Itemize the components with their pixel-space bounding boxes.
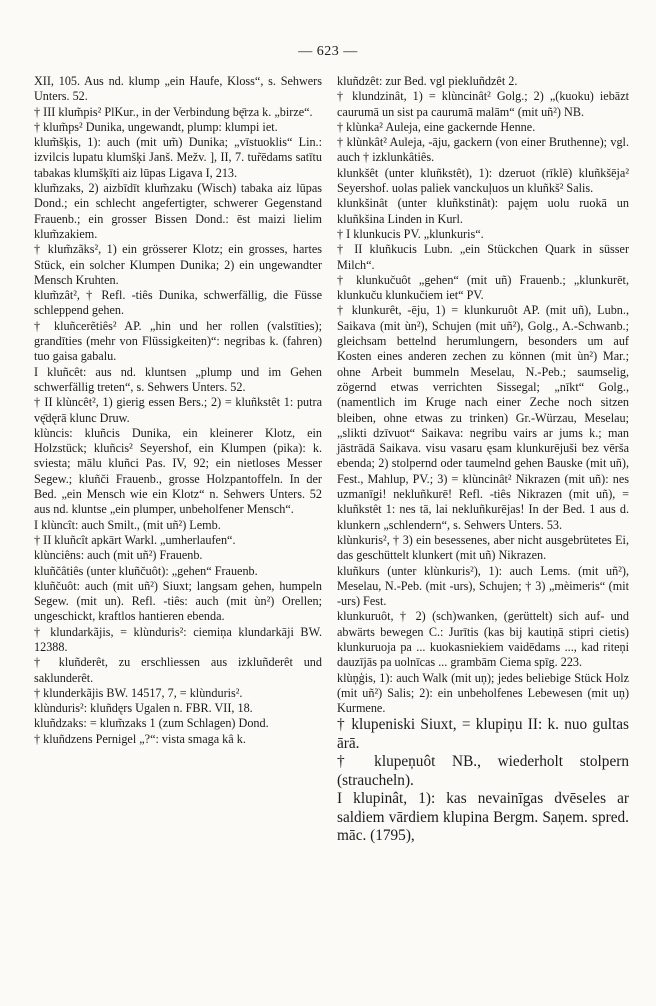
dictionary-entry: kluñčuôt: auch (mit uñ²) Siuxt; langsam gehen, humpeln Segew. (mit un). Refl. -tiês: auch (mit ùn²) Orellen; ungeschickt, kraftlos hantieren ebenda. xyxy=(34,578,322,624)
dictionary-entry: † klunkučuôt „gehen“ (mit uñ) Frauenb.; „klunkurēt, klunkuču klunkučiem iet“ PV. xyxy=(337,272,629,303)
dictionary-entry: † klum̃zãks², 1) ein grösserer Klotz; ein grosses, hartes Stück, ein solcher Klumpen Dunika; 2) ein ungewandter Mensch Kruhten. xyxy=(34,242,322,287)
dictionary-entry: † klunkurêt, -ēju, 1) = klunkuruôt AP. (mit uñ), Lubn., Saikava (mit ùn²), Schujen (mit uñ²), Golg., A.-Schwanb.; gleichsam bettelnd herumlungern, besonders um auf Kosten eines anderen zechen zu können (mit ùn²) Mar.; ohne Arbeit bummeln Meselau, N.-Peb.; saumselig, zögernd etwas verrichten Sissegal; „nīkt“ Golg., (namentlich im Kruge nach einer Zeche noch sitzen bleiben, ohne etwas zu trinken) Gr.-Würzau, Meselau; „slikti dzīvuot“ Saikava: negribu vairs ar jums k.; man jāstrādā Saikava. visu vasaru ęsam klunkurējuši bez vēršа ebenda; 2) stolpernd oder taumelnd gehen Bauske (mit uñ), Fest., Mahlup, PV.; 3) = klùncinât² Nikrazen (mit uñ): nes uzmanīgi! nekluñkurē! Refl. -tiês Nikrazen (mit uñ), = kluñkstêt 1: nes tā, lai nekluñkurējas! In der Bed. 1 aus d. klunkern „schlendern“, s. Sehwers Unters. 53. xyxy=(337,303,629,532)
dictionary-entry: † I klunkucis PV. „klunkuris“. xyxy=(337,226,484,241)
dictionary-entry: kluñkurs (unter klùnkuris²), 1): auch Lems. (mit uñ²), Meselau, N.-Peb. (mit -urs), Schujen; † 3) „mèimeris“ (mit -urs) Fest. xyxy=(337,563,629,609)
dictionary-entry: I klùncît: auch Smilt., (mit uñ²) Lemb. xyxy=(34,517,221,532)
page-number: — 623 — xyxy=(298,44,358,59)
dictionary-entry: † klundarkãjis, = klùnduris²: ciemiņa klundarkāji BW. 12388. xyxy=(34,624,322,654)
dictionary-entry: klunkšêt (unter kluñkstêt), 1): dzeruot (rīklē) kluñkšēja² Seyershof. uolas paliek vanckuļuos un kluñkš² Salis. xyxy=(337,165,629,196)
dictionary-entry: kluñdzaks: = klum̃zaks 1 (zum Schlagen) Dond. xyxy=(34,716,269,731)
dictionary-entry: † klum̃ps² Dunika, ungewandt, plump: klumpi iet. xyxy=(34,119,278,134)
dictionary-entry: klùncis: kluñcis Dunika, ein kleinerer Klotz, ein Holzstück; kluñcis² Seyershof, ein Klumpen (pika): k. sviesta; mālu kluñci Pas. IV, 92; ein nietloses Messer Segew.; kluñči Frauenb., grosse Holzpantoffeln. In der Bed. „ein Mensch wie ein Klotz“ n. Sehwers Unters. 52 aus nd. kluntse „ein plumper, unbeholfener Mensch“. xyxy=(34,425,322,517)
dictionary-entry: XII, 105. Aus nd. klump „ein Haufe, Kloss“, s. Sehwers Unters. 52. xyxy=(34,74,322,104)
dictionary-entry: † klundzinât, 1) = klùncinât² Golg.; 2) „(kuoku) iebāzt caurumā un sist pa caurumā malām“ (mit uñ²) NB. xyxy=(337,89,629,119)
dictionary-entry: † klunderkãjis BW. 14517, 7, = klùnduris². xyxy=(34,685,243,700)
dictionary-entry: kluñčâtiês (unter kluñčuôt): „gehen“ Frauenb. xyxy=(34,563,258,578)
dictionary-entry: † II kluñcît apkārt Warkl. „umherlaufen“. xyxy=(34,532,236,547)
dictionary-entry: klùnkuris², † 3) ein besessenes, aber nicht ausgebrütetes Ei, das geschüttelt klunkert (mit uñ) Nikrazen. xyxy=(337,532,629,563)
dictionary-entry: kluñdzêt: zur Bed. vgl piekluñdzêt 2. xyxy=(337,74,518,88)
dictionary-entry: † II kluñkucis Lubn. „ein Stückchen Quark in süsser Milch“. xyxy=(337,242,629,272)
dictionary-entry: I kluñcêt: aus nd. kluntsen „plump und im Gehen schwerfällig treten“, s. Sehwers Unters. 52. xyxy=(34,364,322,394)
dictionary-entry: klum̃šķis, 1): auch (mit um̃) Dunika; „vīstuoklis“ Lin.: izvilcis lupatu klumšķi Janš. Mežv. ], II, 7. tur̃ēdams satītu tabakas klumšķīti aiz lūpas Ligava I, 213. xyxy=(34,135,322,180)
dictionary-entry: † kluñcerẽtiês² AP. „hin und her rollen (valstīties); grandīties (mehr von Flüssigkeiten)“: negribas k. (fahren) tuo gaisa gabalu. xyxy=(34,318,322,364)
dictionary-entry: klùņģis, 1): auch Walk (mit uņ); jedes beliebige Stück Holz (mit uñ²) Salis; 2): ein unbeholfenes Lebewesen (mit uņ) Kurmene. xyxy=(337,670,629,716)
dictionary-entry: † klùnkât² Auleja, -āju, gackern (von einer Bruthenne); vgl. auch † izklunkâtiês. xyxy=(337,135,629,165)
dictionary-entry: klum̃zât², † Refl. -tiês Dunika, schwerfällig, die Füsse schleppend gehen. xyxy=(34,288,322,318)
dictionary-entry: klunkšinât (unter kluñkstinât): pajęm uolu ruokā un kluñkšina Linden in Kurl. xyxy=(337,196,629,226)
dictionary-entry: † kluñdzens Pernigel „?“: vista smaga kâ k. xyxy=(34,731,246,746)
dictionary-entry: † III klum̃pis² PlKur., in der Verbindung bę̄rza k. „birze“. xyxy=(34,104,313,119)
dictionary-entry: † kluñderêt, zu erschliessen aus izkluñderêt und saklunderêt. xyxy=(34,655,322,685)
dictionary-entry: † klupeņuôt NB., wiederholt stolpern (straucheln). xyxy=(337,753,629,789)
dictionary-entry: † klùnka² Auleja, eine gackernde Henne. xyxy=(337,119,536,134)
dictionary-entry: klùnciêns: auch (mit uñ²) Frauenb. xyxy=(34,548,203,563)
dictionary-entry: I klupinât, 1): kas nevainīgas dvēseles ar saldiem vārdiem klupina Bergm. Saņem. spred. māc. (1795), xyxy=(337,790,629,844)
dictionary-entry: klunkuruôt, † 2) (sch)wanken, (gerüttelt) sich auf- und abwärts bewegen C.: Jurītis (kas bij kautiņā stipri cietis) klunkuruoja pa ... kuokasniekiem vaidēdams ..., kad riteņi dauzījās pa uolnīcas ... grambām Ciema spīg. 223. xyxy=(337,609,629,670)
dictionary-entry: † II klùncêt², 1) gierig essen Bers.; 2) = kluñkstêt 1: putra vę̄dęrā klunc Druw. xyxy=(34,395,322,425)
dictionary-entry: klùnduris²: kluñdęrs Ugalen n. FBR. VII, 18. xyxy=(34,701,253,716)
left-column xyxy=(34,74,322,747)
right-column xyxy=(337,74,629,845)
dictionary-entry: klum̃zaks, 2) aizbīdīt klum̃zaku (Wisch) tabaka aiz lūpas Dond.; ein schlecht angefertigter, schwerer Gegenstand Frauenb.; ein grosser Bissen Dond.: ēst maizi lielim klum̃zakiem. xyxy=(34,181,322,241)
dictionary-entry: † klupeniski Siuxt, = klupiņu II: k. nuo gultas ārā. xyxy=(337,716,629,752)
